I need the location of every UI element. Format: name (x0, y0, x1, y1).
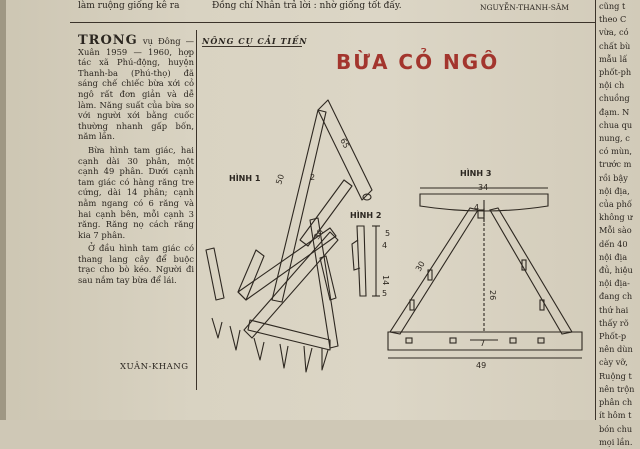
neighbour-column-line: nội ch (599, 80, 625, 91)
article-paragraph: Ở đầu hình tam giác có thang lang cây để buộc trạc cho bò kéo. Người đi sau nắm tay bừa để lái. (78, 243, 194, 286)
neighbour-column-line: có mùn, (599, 146, 633, 157)
harrow-tooth-side (206, 248, 224, 300)
neighbour-column-line: thứ hai (599, 304, 629, 315)
neighbour-column-line: mẫu lấ (599, 53, 628, 64)
harrow-tooth (254, 338, 264, 360)
neighbour-column-line: chua qu (599, 119, 633, 130)
harrow-tooth (212, 318, 222, 338)
neighbour-column-line: cũng t (599, 1, 626, 11)
article-author: XUÂN-KHANG (120, 362, 189, 372)
dim-4b: 4 (474, 203, 480, 212)
neighbour-column-line: theo C (599, 14, 627, 25)
neighbour-column-line: thấy rõ (599, 317, 629, 328)
right-leg (490, 208, 572, 334)
article-title: BỪA CỎ NGÔ (336, 50, 500, 74)
neighbour-column-line: cày vỡ, (599, 357, 628, 368)
neighbour-column-line: đang ch (599, 291, 633, 302)
harrow-tooth-side (320, 256, 336, 300)
frame-corner (238, 250, 264, 300)
neighbour-column (599, 0, 640, 447)
dim-2a: 2 (310, 173, 316, 182)
neighbour-column-line: đủ, hiệu (599, 265, 633, 276)
neighbour-column-line: Ruộng t (599, 370, 632, 381)
neighbour-column-line: ít hôm t (599, 410, 632, 421)
harrow-tooth (304, 346, 312, 372)
neighbour-column-line: trước m (599, 159, 632, 170)
harrow-tooth (280, 344, 288, 368)
figure-3-label: HÌNH 3 (460, 169, 492, 178)
figure-3-drawing (388, 188, 582, 358)
top-line-middle: Đồng chí Nhân trả lời : nhờ giống tốt đấy. (212, 1, 402, 11)
paragraph-1-text: vụ Đông — Xuân 1959 — 1960, hợp tác xã Phú-động, huyện Thanh-ba (Phú-thọ) đã sáng chế chiếc bừa xới cỏ ngô rất đơn giản và dễ làm. Năng suất của bừa so với người xới bằng cuốc thường nhanh gấp bốn, năm lần. (78, 36, 194, 142)
dim-26: 26 (488, 290, 497, 301)
neighbour-column-line: bón chu (599, 423, 633, 434)
neighbour-column-line: nội địa, (599, 185, 630, 196)
dim-34: 34 (478, 183, 489, 192)
figure-2-drawing (352, 226, 380, 296)
left-leg (390, 208, 478, 334)
harrow-tooth (230, 326, 240, 350)
dim-50: 50 (274, 173, 287, 186)
neighbour-column-line: Mỗi sào (599, 225, 632, 236)
harrow-handle (318, 100, 372, 200)
neighbour-column-line: của phố (599, 199, 632, 210)
neighbour-column-line: nung, c (599, 133, 630, 144)
dropcap: TRONG (78, 33, 138, 48)
tooth-detail (357, 226, 366, 296)
neighbour-column-line: nên trộn (599, 383, 635, 394)
neighbour-column-line: mọi lần. (599, 436, 633, 447)
dim-30b: 30 (413, 259, 427, 273)
section-label: NÔNG CỤ CẢI TIẾN (202, 36, 308, 46)
dim-14: 14 (381, 275, 390, 286)
figure-1-label: HÌNH 1 (229, 174, 261, 183)
neighbour-column-line: nội địa- (599, 278, 630, 289)
dim-65: 65 (338, 136, 351, 150)
neighbour-column-line: không ư (599, 212, 633, 223)
dim-4a: 4 (382, 241, 388, 250)
neighbour-column-line: dến 40 (599, 238, 628, 249)
neighbour-column-line: nên dùn (599, 344, 633, 355)
neighbour-column-line: vừa, có (599, 27, 629, 38)
neighbour-column-line: Phốt-p (599, 331, 627, 342)
neighbour-column-line: nội địa (599, 251, 628, 262)
dimension-labels (274, 137, 497, 370)
dim-5b: 5 (382, 289, 388, 298)
neighbour-column-line: phân ch (599, 397, 633, 408)
frame-bar-bottom (248, 320, 330, 350)
dim-7: 7 (480, 339, 486, 348)
neighbour-column-line: chất bù (599, 40, 631, 51)
dim-30: 30 (312, 227, 326, 242)
dim-49: 49 (476, 361, 487, 370)
top-line-left: làm ruộng giống kê ra (78, 1, 180, 11)
neighbour-column-line: chuồng (599, 93, 630, 104)
top-line-author: NGUYỄN-THANH-SÂM (480, 3, 569, 12)
figure-2-label: HÌNH 2 (350, 211, 382, 220)
harrow-tooth (322, 348, 328, 370)
article-paragraph: Bừa hình tam giác, hai cạnh dài 30 phân, một cạnh 49 phân. Dưới cạnh tam giác có hàng răng tre cứng, dài 14 phân; cạnh nằm ngang có 6 răng và hai cạnh bên, mỗi cạnh 3 răng. Răng nọ cách răng kia 7 phân. (78, 144, 194, 240)
neighbour-column-line: rồi bậy (599, 172, 628, 183)
dim-5a: 5 (385, 229, 391, 238)
neighbour-column-line: phốt-ph (599, 67, 632, 78)
neighbour-column-line: đạm. N (599, 106, 630, 117)
